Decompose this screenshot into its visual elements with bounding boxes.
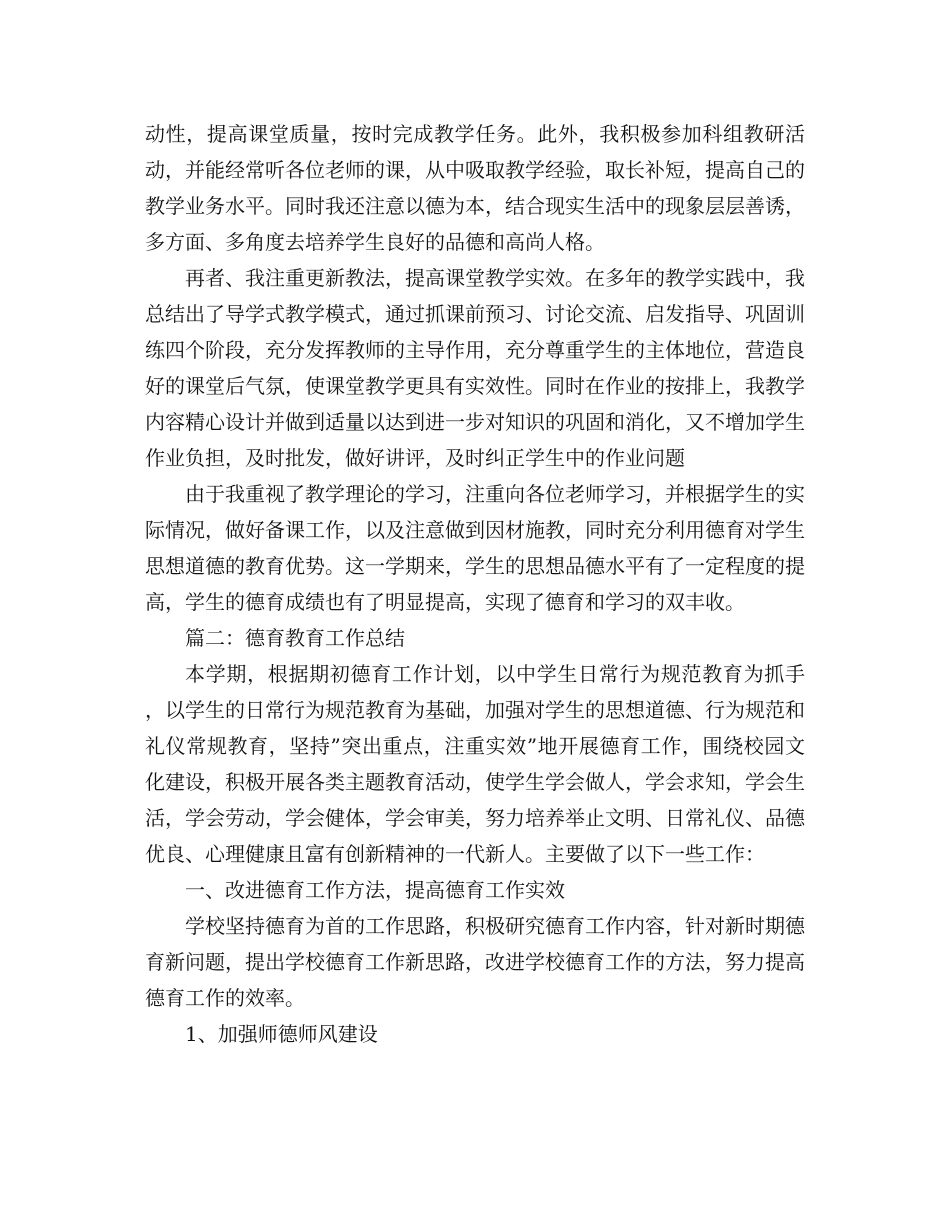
paragraph-theory-study: 由于我重视了教学理论的学习，注重向各位老师学习，并根据学生的实际情况，做好备课工作，以及注意做到因材施教，同时充分利用德育对学生思想道德的教育优势。这一学期来，学生的思想品德水平有了一定程度的提高，学生的德育成绩也有了明显提高，实现了德育和学习的双丰收。 bbox=[145, 482, 805, 614]
document-body bbox=[145, 116, 805, 1052]
section-heading-one: 一、改进德育工作方法，提高德育工作实效 bbox=[185, 878, 565, 902]
paragraph-teaching-methods: 再者、我注重更新教法，提高课堂教学实效。在多年的教学实践中，我总结出了导学式教学模式，通过抓课前预习、讨论交流、启发指导、巩固训练四个阶段，充分发挥教师的主导作用，充分尊重学生的主体地位，营造良好的课堂后气氛，使课堂教学更具有实效性。同时在作业的按排上，我教学内容精心设计并做到适量以达到进一步对知识的巩固和消化，又不增加学生作业负担，及时批发，做好讲评，及时纠正学生中的作业问题 bbox=[145, 266, 805, 470]
subheading-teacher-ethics: 1、加强师德师风建设 bbox=[185, 1022, 378, 1046]
paragraph-continuation: 动性，提高课堂质量，按时完成教学任务。此外，我积极参加科组教研活动，并能经常听各位老师的课，从中吸取教学经验，取长补短，提高自己的教学业务水平。同时我还注意以德为本，结合现实生活中的现象层层善诱，多方面、多角度去培养学生良好的品德和高尚人格。 bbox=[145, 122, 805, 254]
paragraph-school-approach: 学校坚持德育为首的工作思路，积极研究德育工作内容，针对新时期德育新问题，提出学校德育工作新思路，改进学校德育工作的方法，努力提高德育工作的效率。 bbox=[145, 914, 805, 1010]
section-heading-part-two: 篇二：德育教育工作总结 bbox=[185, 626, 405, 650]
paragraph-semester-overview: 本学期，根据期初德育工作计划，以中学生日常行为规范教育为抓手 ，以学生的日常行为规范教育为基础，加强对学生的思想道德、行为规范和礼仪常规教育，坚持”突出重点，注重实效”地开展德育工作，围绕校园文化建设，积极开展各类主题教育活动，使学生学会做人，学会求知，学会生活，学会劳动，学会健体，学会审美，努力培养举止文明、日常礼仪、品德优良、心理健康且富有创新精神的一代新人。主要做了以下一些工作： bbox=[145, 662, 805, 866]
